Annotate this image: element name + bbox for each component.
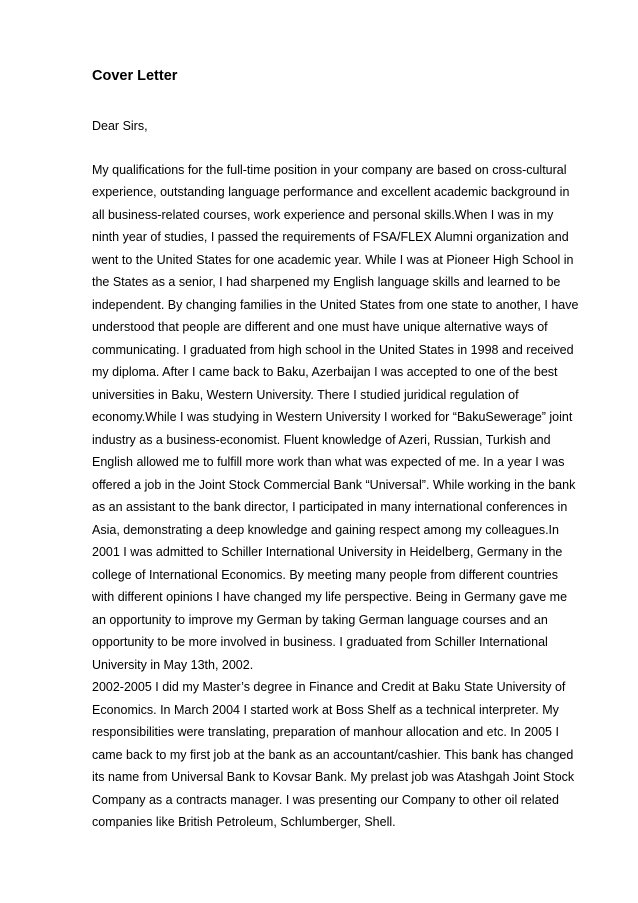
salutation: Dear Sirs, xyxy=(92,119,148,133)
body-line: experience, outstanding language performance and excellent academic background in xyxy=(92,185,570,199)
body-line: as an assistant to the bank director, I participated in many international conferences in xyxy=(92,500,568,514)
body-line: college of International Economics. By meeting many people from different countries xyxy=(92,567,558,582)
body-line: came back to my first job at the bank as an accountant/cashier. This bank has changed xyxy=(92,747,574,762)
body-line: its name from Universal Bank to Kovsar Bank. My prelast job was Atashgah Joint Stock xyxy=(92,770,575,784)
letter-body xyxy=(92,159,592,834)
body-line: communicating. I graduated from high school in the United States in 1998 and received xyxy=(92,342,574,357)
body-line: companies like British Petroleum, Schlumberger, Shell. xyxy=(92,815,396,829)
body-line: Economics. In March 2004 I started work at Boss Shelf as a technical interpreter. My xyxy=(92,702,559,717)
body-line: all business-related courses, work experience and personal skills.When I was in my xyxy=(92,207,554,222)
body-line: English allowed me to fulfill more work than what was expected of me. In a year I was xyxy=(92,455,565,469)
body-line: economy.While I was studying in Western University I worked for “BakuSewerage” joint xyxy=(92,410,573,424)
body-line: the States as a senior, I had sharpened my English language skills and learned to be xyxy=(92,275,561,289)
body-line: went to the United States for one academic year. While I was at Pioneer High School in xyxy=(92,252,574,267)
body-line: ninth year of studies, I passed the requirements of FSA/FLEX Alumni organization and xyxy=(92,230,569,244)
body-line: My qualifications for the full-time position in your company are based on cross-cultural xyxy=(92,162,567,177)
body-line: responsibilities were translating, preparation of manhour allocation and etc. In 2005 I xyxy=(92,725,559,739)
body-line: Asia, demonstrating a deep knowledge and gaining respect among my colleagues.In xyxy=(92,522,559,537)
body-line: 2001 I was admitted to Schiller International University in Heidelberg, Germany in the xyxy=(92,545,563,559)
body-line: Company as a contracts manager. I was presenting our Company to other oil related xyxy=(92,792,559,807)
document-page xyxy=(92,66,592,834)
body-line: with different opinions I have changed my life perspective. Being in Germany gave me xyxy=(92,590,568,604)
document-title: Cover Letter xyxy=(92,68,178,84)
body-line: my diploma. After I came back to Baku, Azerbaijan I was accepted to one of the best xyxy=(92,365,558,379)
body-line: an opportunity to improve my German by taking German language courses and an xyxy=(92,612,548,627)
body-line: industry as a business-economist. Fluent knowledge of Azeri, Russian, Turkish and xyxy=(92,432,551,447)
body-line: understood that people are different and one must have unique alternative ways of xyxy=(92,320,548,334)
body-line: universities in Baku, Western University. There I studied juridical regulation of xyxy=(92,387,519,402)
body-line: 2002-2005 I did my Master’s degree in Finance and Credit at Baku State University of xyxy=(92,680,566,694)
body-line: independent. By changing families in the United States from one state to another, I have xyxy=(92,297,579,312)
body-line: offered a job in the Joint Stock Commercial Bank “Universal”. While working in the bank xyxy=(92,477,576,492)
body-line: University in May 13th, 2002. xyxy=(92,657,254,672)
body-line: opportunity to be more involved in business. I graduated from Schiller International xyxy=(92,635,548,649)
